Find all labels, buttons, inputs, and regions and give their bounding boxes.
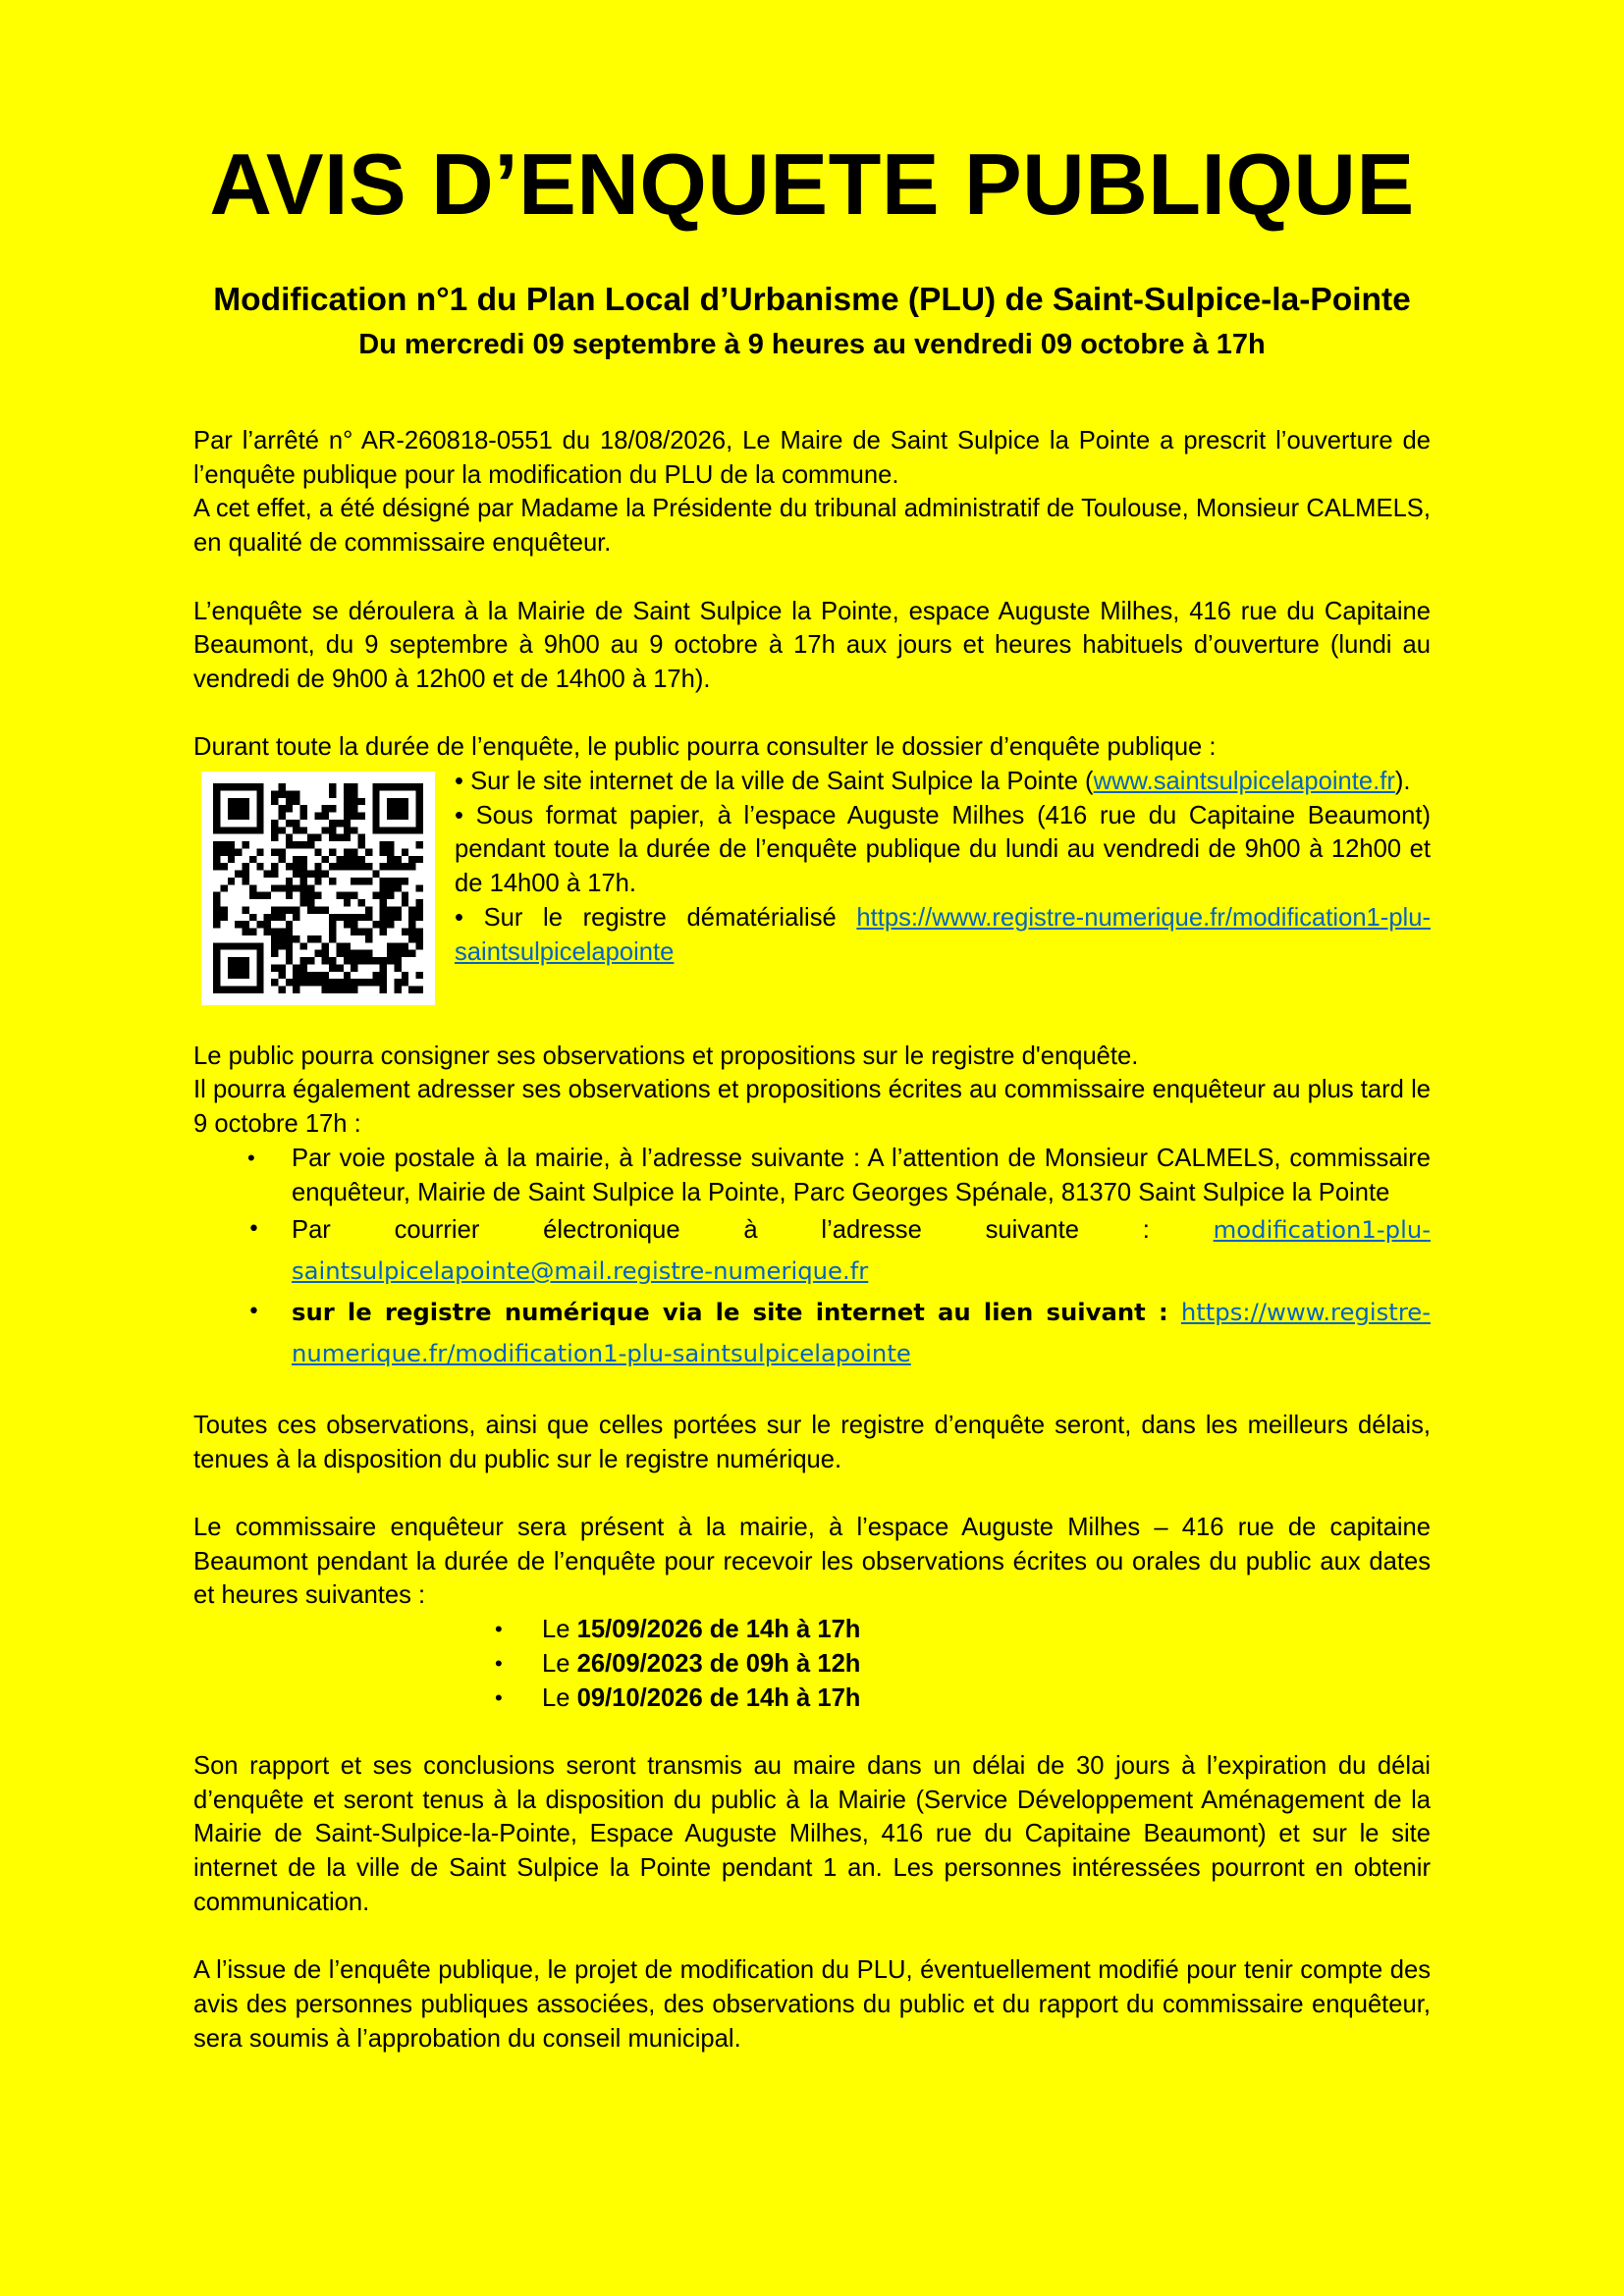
permanences-intro: Le commissaire enquêteur sera présent à la mairie, à l’espace Auguste Milhes – 416 rue de capitaine Beaumont pendant la durée de l’enquête pour recevoir les observations écrites ou orales du public aux dates et heures suivantes : — [193, 1513, 1431, 1610]
qr-code-graphic — [213, 783, 423, 993]
permanence-date: 26/09/2023 de 09h à 12h — [576, 1649, 861, 1678]
permanences-list — [193, 1613, 1431, 1715]
bullet-icon: • — [247, 1217, 260, 1243]
online-register-link[interactable]: https://www.registre-numerique.fr/modification1-plu-saintsulpicelapointe — [292, 1298, 1431, 1368]
permanence-prefix: Le — [542, 1683, 570, 1712]
observation-item-online — [193, 1292, 1431, 1374]
decree-paragraph: Par l’arrêté n° AR-260818-0551 du 18/08/2026, Le Maire de Saint Sulpice la Pointe a prescrit l’ouverture de l’enquête publique pour la modification du PLU de la commune. — [193, 427, 1431, 489]
report-paragraph: Son rapport et ses conclusions seront transmis au maire dans un délai de 30 jours à l’expiration du délai d’enquête et seront tenus à la disposition du public à la Mairie (Service Développement Aménagement de la Mairie de Saint-Sulpice-la-Pointe, Espace Auguste Milhes, 416 rue du Capitaine Beaumont) et sur le site internet de la ville de Saint Sulpice la Pointe pendant 1 an. Les personnes intéressées pourront en obtenir communication. — [193, 1751, 1431, 1916]
observations-list — [193, 1142, 1431, 1374]
permanence-date: 09/10/2026 de 14h à 17h — [576, 1683, 861, 1712]
conclusion-paragraph: A l’issue de l’enquête publique, le projet de modification du PLU, éventuellement modifié pour tenir compte des avis des personnes publiques associées, des observations du public et du rapport du commissaire enquêteur, sera soumis à l’approbation du conseil municipal. — [193, 1956, 1431, 2053]
access-item-website-text: • Sur le site internet de la ville de Saint Sulpice la Pointe ( — [455, 768, 1094, 795]
observation-item-email-text: Par courrier électronique à l’adresse suivante : — [292, 1216, 1214, 1245]
permanence-item — [193, 1682, 1431, 1716]
availability-paragraph: Toutes ces observations, ainsi que celles portées sur le registre d’enquête seront, dans les meilleurs délais, tenues à la disposition du public sur le registre numérique. — [193, 1411, 1431, 1473]
bullet-icon: • — [495, 1650, 503, 1676]
bullet-icon: • — [495, 1617, 503, 1642]
permanence-prefix: Le — [542, 1616, 570, 1644]
website-link[interactable]: www.saintsulpicelapointe.fr — [1093, 768, 1395, 795]
access-item-website — [455, 765, 1431, 799]
bullet-icon: • — [247, 1300, 260, 1325]
inquiry-dates: Du mercredi 09 septembre à 9 heures au vendredi 09 octobre à 17h — [358, 329, 1266, 360]
observation-item-email — [193, 1209, 1431, 1292]
observations-paragraph-2: Il pourra également adresser ses observations et propositions écrites au commissaire enquêteur au plus tard le 9 octobre 17h : — [193, 1076, 1431, 1139]
access-section — [193, 765, 1431, 1005]
permanence-date: 15/09/2026 de 14h à 17h — [576, 1616, 861, 1644]
access-item-register-text: • Sur le registre dématérialisé — [455, 903, 857, 932]
access-item-register — [455, 901, 1431, 969]
permanence-item — [193, 1647, 1431, 1682]
bullet-icon: • — [247, 1145, 255, 1170]
email-link[interactable]: modification1-plu-saintsulpicelapointe@mail.registre-numerique.fr — [292, 1215, 1431, 1286]
page-title: AVIS D’ENQUETE PUBLIQUE — [209, 135, 1415, 233]
permanence-prefix: Le — [542, 1649, 570, 1678]
access-intro: Durant toute la durée de l’enquête, le public pourra consulter le dossier d’enquête publique : — [193, 733, 1217, 762]
qr-code-icon[interactable] — [201, 772, 435, 1005]
access-list — [455, 765, 1431, 969]
location-paragraph: L’enquête se déroulera à la Mairie de Saint Sulpice la Pointe, espace Auguste Milhes, 416 rue du Capitaine Beaumont, du 9 septembre à 9h00 au 9 octobre à 17h aux jours et heures habituels d’ouverture (lundi au vendredi de 9h00 à 12h00 et de 14h00 à 17h). — [193, 597, 1431, 693]
observations-paragraph-1: Le public pourra consigner ses observations et propositions sur le registre d'enquête. — [193, 1041, 1139, 1070]
register-link[interactable]: https://www.registre-numerique.fr/modification1-plu-saintsulpicelapointe — [455, 903, 1431, 966]
notice-subtitle: Modification n°1 du Plan Local d’Urbanisme (PLU) de Saint-Sulpice-la-Pointe — [213, 282, 1411, 318]
access-item-website-end: ). — [1394, 768, 1411, 795]
notice-body — [193, 424, 1431, 2056]
bullet-icon: • — [495, 1684, 503, 1710]
commissioner-paragraph: A cet effet, a été désigné par Madame la Présidente du tribunal administratif de Toulouse, Monsieur CALMELS, en qualité de commissaire enquêteur. — [193, 495, 1431, 558]
observation-item-online-text: sur le registre numérique via le site internet au lien suivant : — [292, 1298, 1181, 1327]
observation-item-postal — [193, 1142, 1431, 1209]
permanence-item — [193, 1613, 1431, 1647]
observation-item-postal-text: Par voie postale à la mairie, à l’adresse suivante : A l’attention de Monsieur CALMELS, commissaire enquêteur, Mairie de Saint Sulpice la Pointe, Parc Georges Spénale, 81370 Saint Sulpice la Pointe — [292, 1144, 1431, 1206]
access-item-paper: • Sous format papier, à l’espace Auguste Milhes (416 rue du Capitaine Beaumont) pendant toute la durée de l’enquête publique du lundi au vendredi de 9h00 à 12h00 et de 14h00 à 17h. — [455, 801, 1431, 898]
